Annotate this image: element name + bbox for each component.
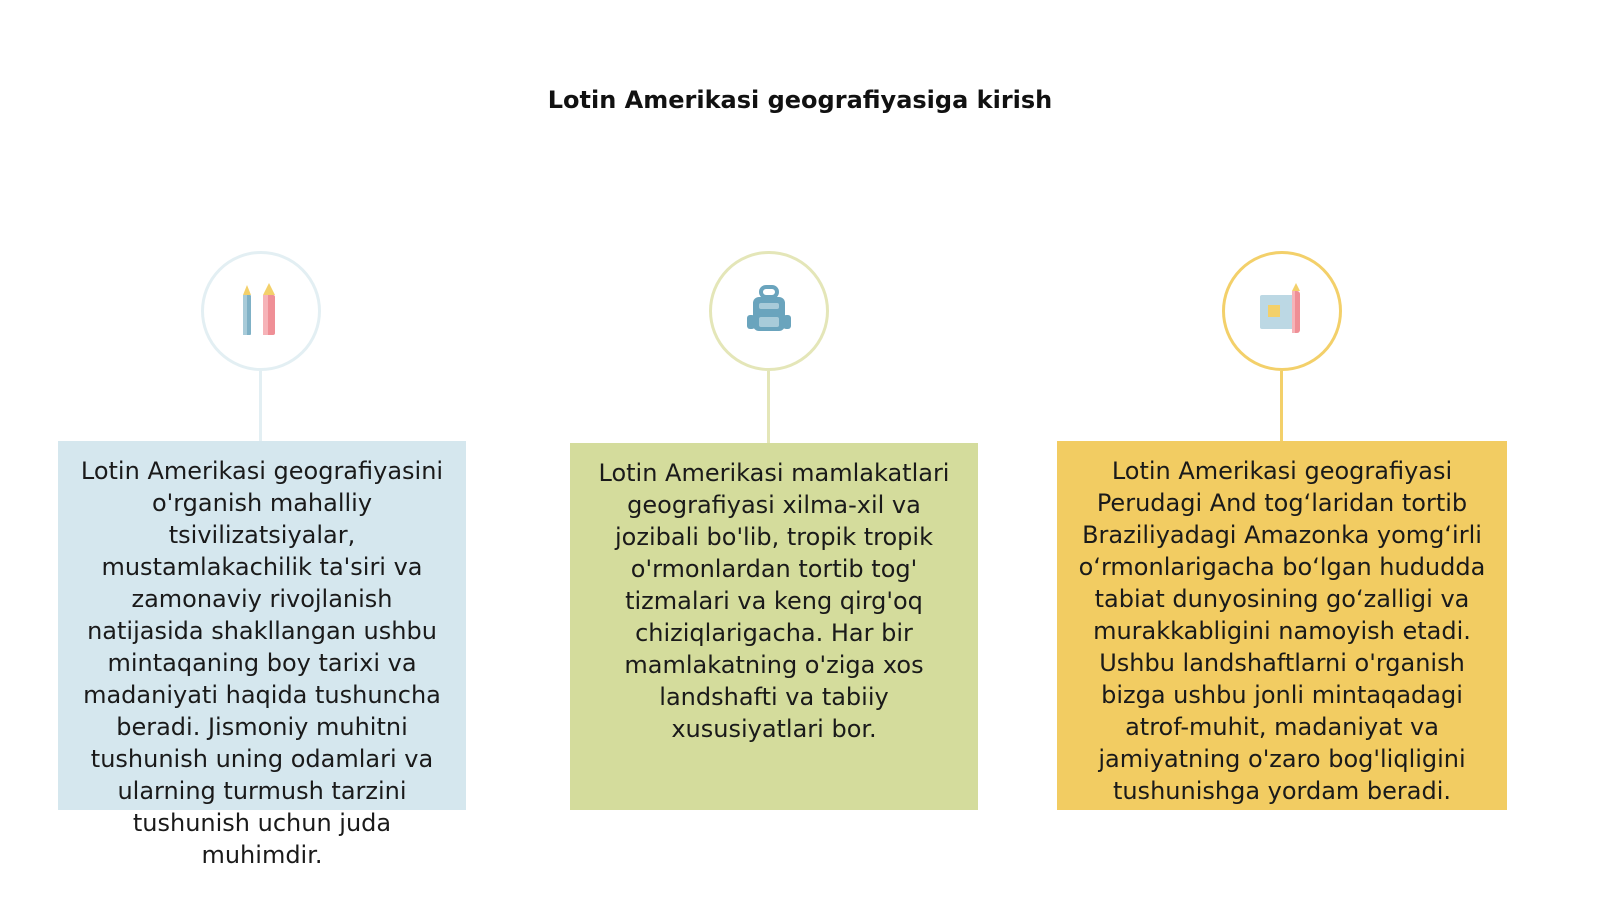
card-text-3: Lotin Amerikasi geografiyasi Perudagi And tog‘laridan tortib Braziliyadagi Amazonka yomg‘irli o‘rmonlarigacha bo‘lgan hududda tabiat dunyosining go‘zalligi va murakkabligini namoyish etadi. Ushbu landshaftlarni o'rganish bizga ushbu jonli mintaqadagi atrof-muhit, madaniyat va jamiyatning o'zaro bog'liqligini tushunishga yordam beradi. xyxy=(1078,457,1486,805)
card-box-3 xyxy=(1057,441,1507,810)
icon-circle-1 xyxy=(201,251,321,371)
connector-line-3 xyxy=(1280,371,1283,441)
backpack-icon xyxy=(739,281,799,341)
page-title: Lotin Amerikasi geografiyasiga kirish xyxy=(547,86,1053,114)
card-text-2: Lotin Amerikasi mamlakatlari geografiyasi xilma-xil va jozibali bo'lib, tropik tropik o'rmonlardan tortib tog' tizmalari va keng qirg'oq chiziqlarigacha. Har bir mamlakatning o'ziga xos landshafti va tabiiy xususiyatlari bor. xyxy=(598,459,950,743)
card-box-2 xyxy=(570,443,978,810)
connector-line-2 xyxy=(767,371,770,443)
icon-circle-3 xyxy=(1222,251,1342,371)
pencils-icon xyxy=(233,281,289,341)
icon-circle-2 xyxy=(709,251,829,371)
card-text-1: Lotin Amerikasi geografiyasini o'rganish mahalliy tsivilizatsiyalar, mustamlakachilik ta'siri va zamonaviy rivojlanish natijasida shakllangan ushbu mintaqaning boy tarixi va madaniyati haqida tushuncha beradi. Jismoniy muhitni tushunish uning odamlari va ularning turmush tarzini tushunish uchun juda muhimdir. xyxy=(80,457,444,869)
card-box-1 xyxy=(58,441,466,869)
map-pencil-icon xyxy=(1252,281,1312,341)
connector-line-1 xyxy=(259,371,262,441)
